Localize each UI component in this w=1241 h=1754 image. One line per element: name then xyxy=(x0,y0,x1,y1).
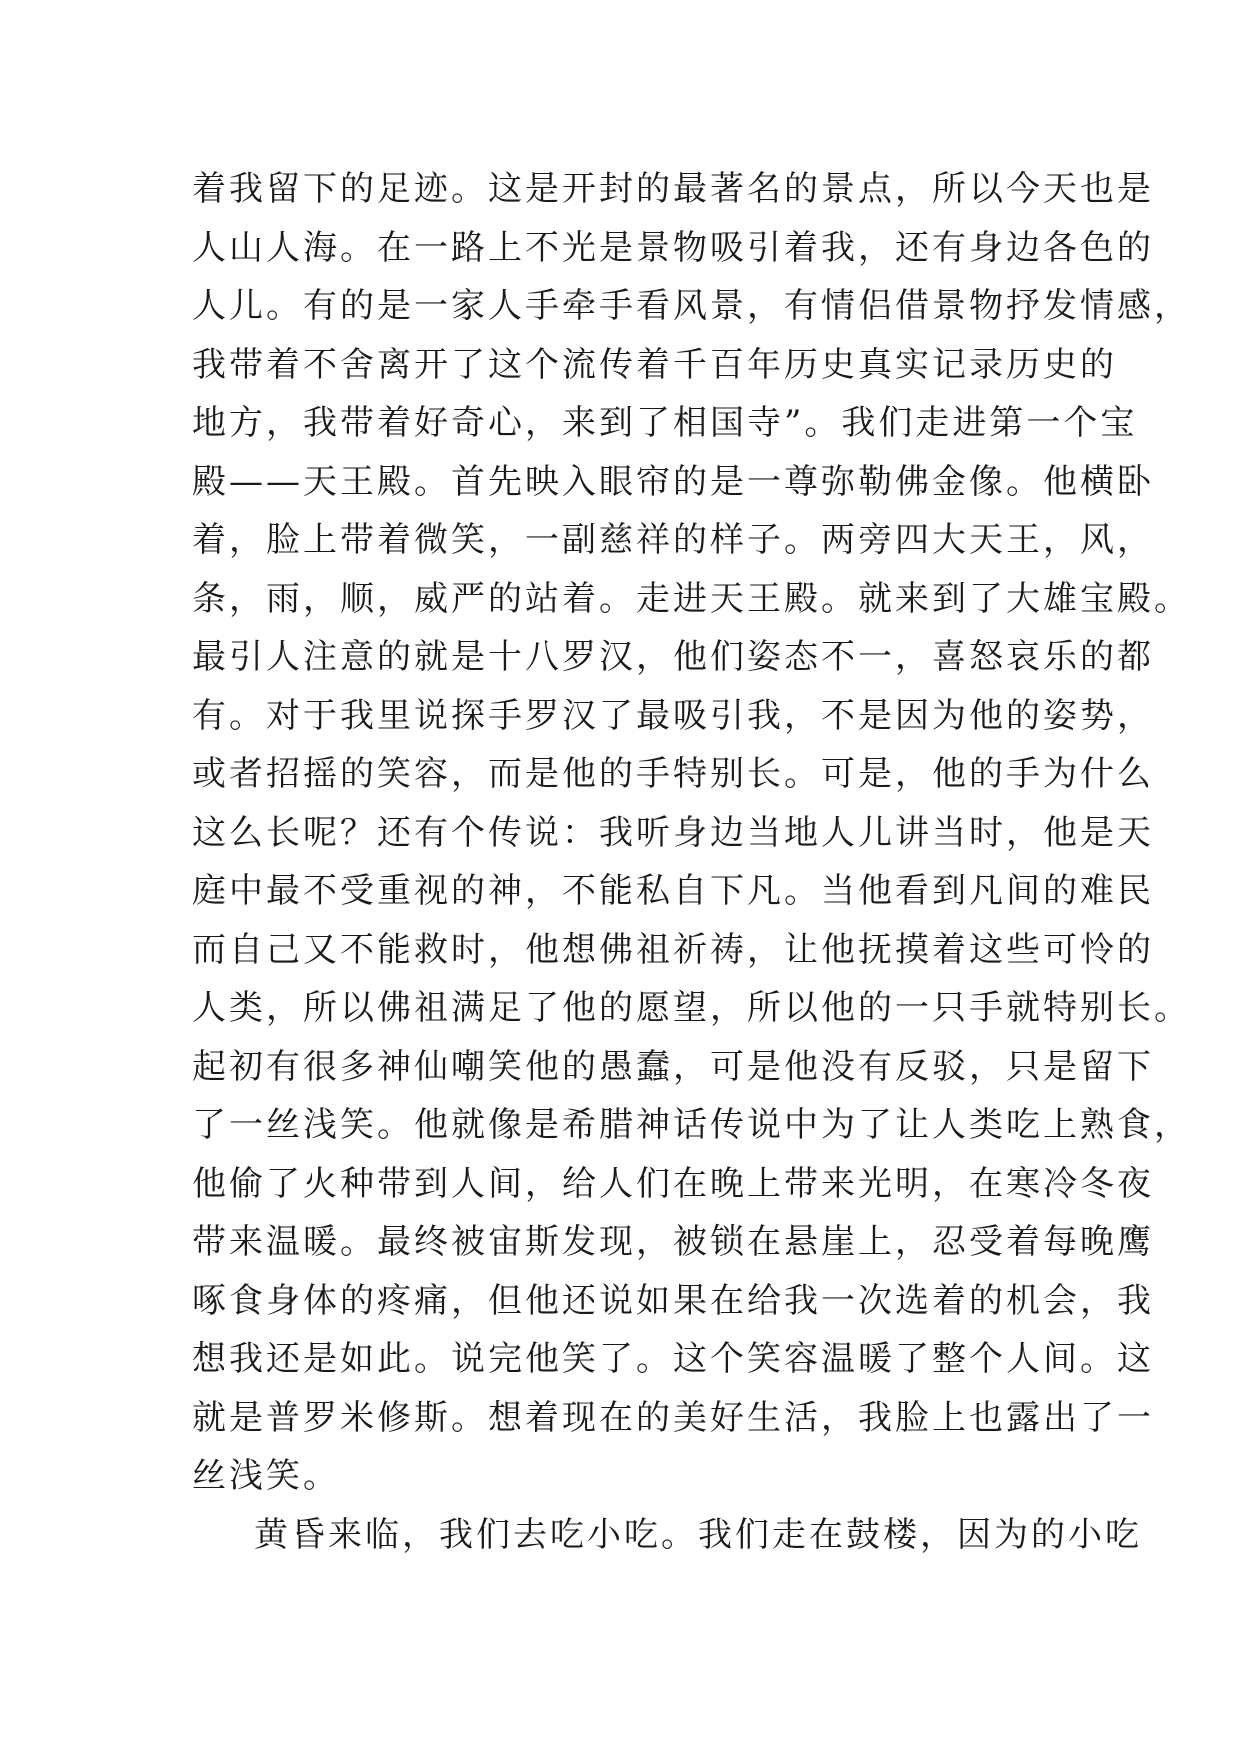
text-line: 人类，所以佛祖满足了他的愿望，所以他的一只手就特别长。 xyxy=(192,988,1191,1028)
text-line: 人山人海。在一路上不光是景物吸引着我，还有身边各色的 xyxy=(192,227,1154,268)
text-line: 最引人注意的就是十八罗汉，他们姿态不一，喜怒哀乐的都 xyxy=(192,637,1154,677)
body-paragraph-1 xyxy=(192,160,1191,1506)
text-line: 想我还是如此。说完他笑了。这个笑容温暖了整个人间。这 xyxy=(192,1339,1154,1379)
text-line: 或者招摇的笑容，而是他的手特别长。可是，他的手为什么 xyxy=(192,754,1154,794)
text-line: 就是普罗米修斯。想着现在的美好生活，我脸上也露出了一 xyxy=(192,1397,1154,1438)
text-line: 有。对于我里说探手罗汉了最吸引我，不是因为他的姿势， xyxy=(192,695,1154,736)
text-line: 了一丝浅笑。他就像是希腊神话传说中为了让人类吃上熟食， xyxy=(192,1105,1191,1145)
text-line: 殿——天王殿。首先映入眼帘的是一尊弥勒佛金像。他横卧 xyxy=(192,461,1154,502)
text-line: 人儿。有的是一家人手牵手看风景，有情侣借景物抒发情感， xyxy=(192,286,1191,326)
text-line: 带来温暖。最终被宙斯发现，被锁在悬崖上，忍受着每晚鹰 xyxy=(192,1222,1154,1262)
text-line: 丝浅笑。 xyxy=(192,1456,340,1496)
text-line: 我带着不舍离开了这个流传着千百年历史真实记录历史的 xyxy=(192,344,1117,385)
text-line: 地方，我带着好奇心，来到了相国寺”。我们走进第一个宝 xyxy=(192,403,1138,443)
text-line: 着我留下的足迹。这是开封的最著名的景点，所以今天也是 xyxy=(192,169,1154,209)
text-line: 黄昏来临，我们去吃小吃。我们走在鼓楼，因为的小吃 xyxy=(254,1515,1142,1555)
text-line: 着，脸上带着微笑，一副慈祥的样子。两旁四大天王，风， xyxy=(192,520,1154,560)
text-line: 他偷了火种带到人间，给人们在晚上带来光明，在寒冷冬夜 xyxy=(192,1163,1154,1204)
text-line: 庭中最不受重视的神，不能私自下凡。当他看到凡间的难民 xyxy=(192,871,1154,911)
text-line: 条，雨，顺，威严的站着。走进天王殿。就来到了大雄宝殿。 xyxy=(192,578,1191,619)
text-line: 起初有很多神仙嘲笑他的愚蠢，可是他没有反驳，只是留下 xyxy=(192,1046,1154,1087)
text-line: 而自己又不能救时，他想佛祖祈祷，让他抚摸着这些可怜的 xyxy=(192,929,1154,970)
body-paragraph-2 xyxy=(192,1506,1142,1565)
text-line: 这么长呢？还有个传说：我听身边当地人儿讲当时，他是天 xyxy=(192,812,1154,853)
text-line: 啄食身体的疼痛，但他还说如果在给我一次选着的机会，我 xyxy=(192,1280,1154,1321)
